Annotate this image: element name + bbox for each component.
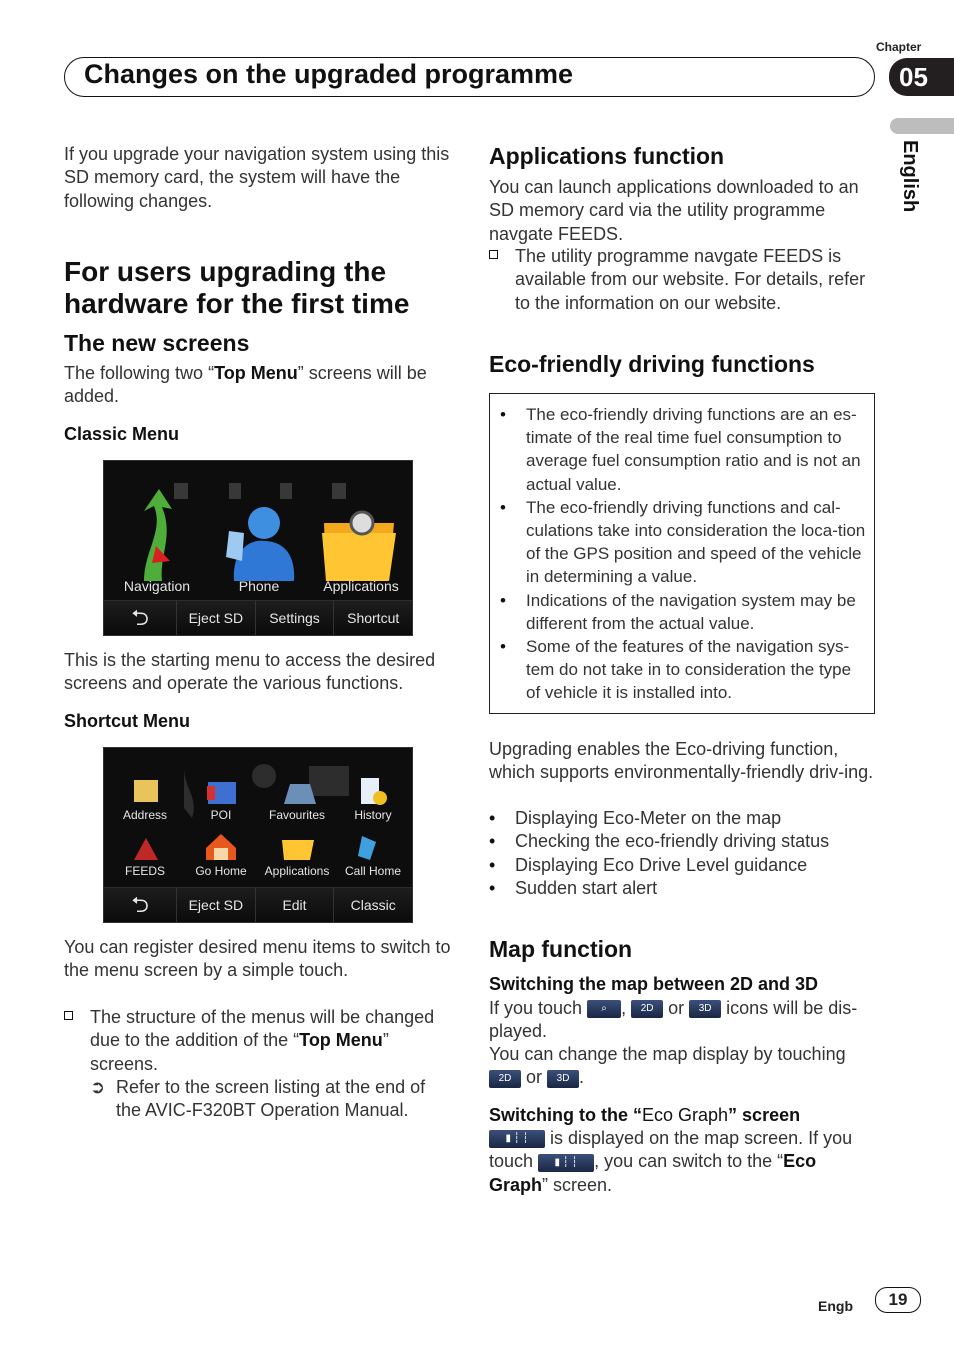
shortcut-applications[interactable]: Applications <box>264 864 330 878</box>
menu-structure-ref: ➲ Refer to the screen listing at the end of the AVIC-F320BT Operation Manual. <box>90 1077 426 1121</box>
eco-feature-item: • Displaying Eco-Meter on the map <box>489 807 875 830</box>
2d-icon[interactable]: 2D <box>489 1070 521 1088</box>
applications-note: The utility programme navgate FEEDS is available from our website. For details, refer to the information on our website. <box>489 245 879 315</box>
classic-menu-title: Classic Menu <box>64 424 180 444</box>
arrow-icon: ➲ <box>90 1077 106 1097</box>
back-icon[interactable]: ⮌ <box>131 605 149 630</box>
eco-graph-text: ▮ ┆ ┆ is displayed on the map screen. If you touch ▮ ┆ ┆ , you can switch to the “Eco Graph” screen. <box>489 1128 853 1195</box>
call-home-icon <box>358 836 376 860</box>
section-title: For users upgrading the hardware for the first time <box>64 256 410 319</box>
2d-icon[interactable]: 2D <box>631 1000 663 1018</box>
map-view-icon[interactable]: ⌕ <box>587 1000 621 1018</box>
eco-title: Eco-friendly driving functions <box>489 351 815 377</box>
address-icon <box>134 780 158 802</box>
eco-caution-item: • The eco-friendly driving functions and cal-culations take into consideration the loca-tion of the GPS position and speed of the vehicle in determining a value. <box>500 496 866 589</box>
language-tab <box>890 118 954 134</box>
eco-graph-subtitle: Switching to the “Eco Graph” screen <box>489 1105 801 1125</box>
applications-function-title: Applications function <box>489 143 725 169</box>
shortcut-feeds[interactable]: FEEDS <box>124 864 165 878</box>
language-label: English <box>899 140 921 213</box>
chapter-label: Chapter <box>876 40 922 54</box>
chapter-title: Changes on the upgraded programme <box>84 59 574 89</box>
back-icon[interactable]: ⮌ <box>131 892 149 917</box>
feeds-icon <box>134 838 158 860</box>
eco-text: Upgrading enables the Eco-driving function, which supports environmentally-friendly driv-ing. <box>489 739 874 783</box>
eco-feature-item: • Checking the eco-friendly driving status <box>489 830 875 853</box>
classic-menu-screenshot <box>103 460 413 636</box>
locale-code: Engb <box>818 1298 853 1314</box>
shortcut-bottom-bar <box>104 887 412 922</box>
settings-button[interactable]: Settings <box>255 601 334 635</box>
eco-meter-icon[interactable]: ▮ ┆ ┆ <box>489 1130 545 1148</box>
eco-caution-list <box>500 403 866 705</box>
eject-sd-button[interactable]: Eject SD <box>176 888 255 922</box>
shortcut-menu-screenshot <box>103 747 413 923</box>
note-square-icon <box>64 1011 73 1020</box>
classic-desc: This is the starting menu to access the desired screens and operate the various functions. <box>64 650 436 694</box>
shortcut-go-home[interactable]: Go Home <box>195 864 247 878</box>
eco-caution-item: • Indications of the navigation system may be different from the actual value. <box>500 589 866 635</box>
new-screens-text: The following two “Top Menu” screens will be added. <box>64 363 427 407</box>
map-2d3d-subtitle: Switching the map between 2D and 3D <box>489 974 819 994</box>
3d-icon[interactable]: 3D <box>547 1070 579 1088</box>
chapter-number-badge: 05 <box>889 58 954 96</box>
page-number: 19 <box>875 1287 921 1313</box>
phone-icon <box>248 507 280 539</box>
menu-structure-note: The structure of the menus will be changed due to the addition of the “Top Menu” screens. <box>64 1006 456 1076</box>
eco-caution-item: • Some of the features of the navigation sys-tem do not take in to consideration the type of vehicle it is installed into. <box>500 635 866 705</box>
eco-caution-item: • The eco-friendly driving functions are an es-timate of the real time fuel consumption to average fuel consumption ratio and is not an actual value. <box>500 403 866 496</box>
navigation-icon <box>144 489 172 581</box>
eco-caution-box <box>489 393 875 714</box>
shortcut-address[interactable]: Address <box>122 808 168 822</box>
map-function-title: Map function <box>489 936 633 962</box>
edit-button[interactable]: Edit <box>255 888 334 922</box>
classic-button[interactable]: Classic <box>333 888 412 922</box>
shortcut-call-home[interactable]: Call Home <box>344 864 401 878</box>
classic-bottom-bar <box>104 600 412 635</box>
shortcut-button[interactable]: Shortcut <box>333 601 412 635</box>
classic-tile-navigation[interactable]: Navigation <box>123 578 191 594</box>
classic-tile-phone[interactable]: Phone <box>238 578 280 594</box>
eco-feature-item: • Displaying Eco Drive Level guidance <box>489 854 875 877</box>
applications-text: You can launch applications downloaded to an SD memory card via the utility programme navgate FEEDS. <box>489 177 859 244</box>
eco-feature-item: • Sudden start alert <box>489 877 875 900</box>
map-change-text: You can change the map display by touching 2D or 3D . <box>489 1044 846 1088</box>
map-2d3d-text: If you touch ⌕ , 2D or 3D icons will be dis-played. <box>489 998 858 1042</box>
shortcut-poi[interactable]: POI <box>210 808 232 822</box>
shortcut-menu-title: Shortcut Menu <box>64 711 190 731</box>
applications-icon <box>282 840 314 860</box>
shortcut-favourites[interactable]: Favourites <box>268 808 326 822</box>
eco-meter-icon[interactable]: ▮ ┆ ┆ <box>538 1154 594 1172</box>
shortcut-history[interactable]: History <box>354 808 392 822</box>
eco-feature-list <box>489 807 875 900</box>
note-square-icon <box>489 250 498 259</box>
3d-icon[interactable]: 3D <box>689 1000 721 1018</box>
new-screens-title: The new screens <box>64 330 250 356</box>
eject-sd-button[interactable]: Eject SD <box>176 601 255 635</box>
intro-text: If you upgrade your navigation system using this SD memory card, the system will have the following changes. <box>64 144 450 211</box>
classic-tile-applications[interactable]: Applications <box>323 578 399 594</box>
shortcut-desc: You can register desired menu items to switch to the menu screen by a simple touch. <box>64 937 451 981</box>
